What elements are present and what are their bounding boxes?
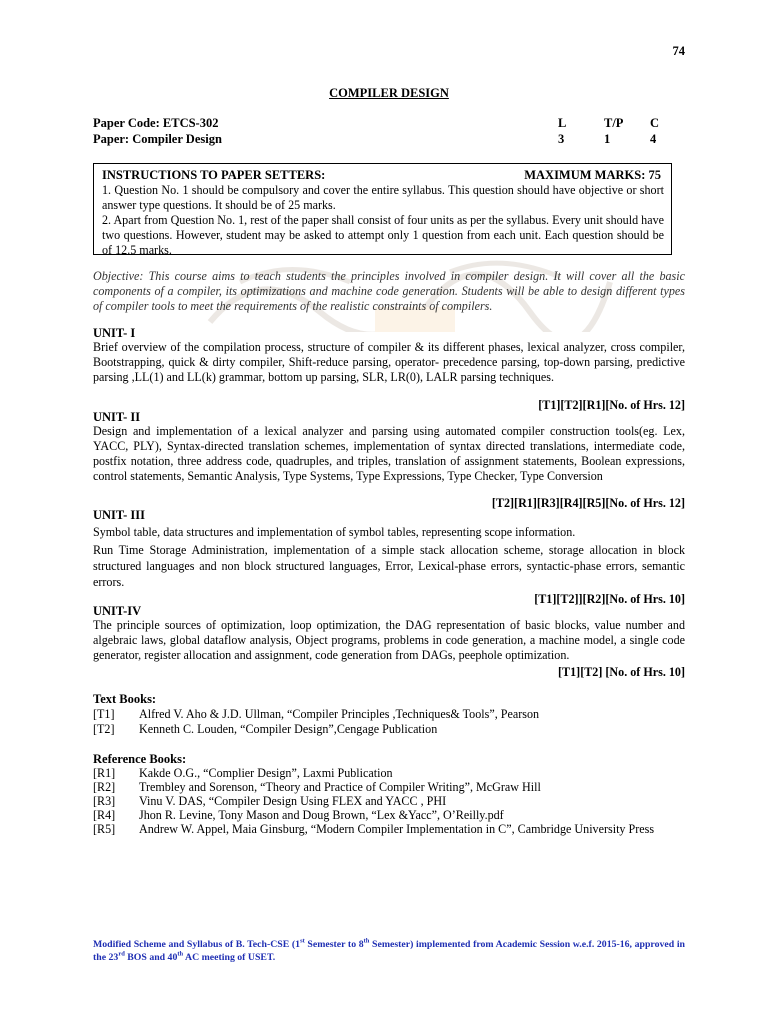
footer-note (93, 938, 685, 964)
paper-name-label: Paper: Compiler Design (93, 132, 222, 146)
maximum-marks: MAXIMUM MARKS: 75 (524, 168, 661, 182)
footer-text: Modified Scheme and Syllabus of B. Tech-CSE (1 (93, 939, 301, 950)
unit-4-refs: [T1][T2] [No. of Hrs. 10] (558, 665, 685, 679)
footer-text: BOS and 40 (124, 952, 178, 963)
unit-1-refs: [T1][T2][R1][No. of Hrs. 12] (538, 398, 685, 412)
footer-superscript: st (300, 937, 305, 945)
footer-superscript: rd (118, 950, 125, 958)
instruction-point-1: 1. Question No. 1 should be compulsory and cover the entire syllabus. This question should have objective or short answer type questions. It should be of 25 marks. (102, 183, 664, 212)
paper-name-row (93, 132, 685, 148)
text-book-key: [T2] (93, 722, 115, 736)
reference-book-row (93, 808, 685, 823)
reference-books-heading: Reference Books: (93, 752, 187, 766)
reference-book-row (93, 822, 685, 852)
credit-header-c: C (650, 116, 660, 130)
text-book-entry: Alfred V. Aho & J.D. Ullman, “Compiler Principles ,Techniques& Tools”, Pearson (139, 707, 540, 721)
objective-paragraph (93, 269, 685, 314)
footer-superscript: th (363, 937, 370, 945)
unit-2-body: Design and implementation of a lexical analyzer and parsing using automated compiler construction tools(eg. Lex, YACC, PLY), Syntax-directed translation schemes, implementation of syntax directed translations, intermediate code, postfix notation, three address code, quadruples, and triples, translation of assignment statements, Boolean expressions, control statements, Semantic Analysis, Type Systems, Type Expressions, Type Checker, Type Conversion (93, 424, 685, 483)
unit-4-title: UNIT-IV (93, 604, 142, 618)
unit-3-refs: [T1][T2]][R2][No. of Hrs. 10] (534, 592, 685, 606)
reference-book-key: [R1] (93, 766, 116, 780)
unit-3-body-2: Run Time Storage Administration, implementation of a simple stack allocation scheme, storage allocation in block structured languages and non block structured languages, Error, Lexical-phase errors, syntactic-phase errors, semantic errors. (93, 543, 685, 589)
instruction-point-2: 2. Apart from Question No. 1, rest of the paper shall consist of four units as per the syllabus. Every unit should have two questions. However, student may be asked to attempt only 1 question from each unit. Each question should be of 12.5 marks. (102, 213, 664, 257)
footer-text: Semester to 8 (304, 939, 364, 950)
credit-header-tp: T/P (604, 116, 624, 130)
reference-book-entry: Jhon R. Levine, Tony Mason and Doug Brown, “Lex &Yacc”, O’Reilly.pdf (139, 808, 504, 822)
unit-1-title: UNIT- I (93, 326, 136, 340)
unit-2-refs: [T2][R1][R3][R4][R5][No. of Hrs. 12] (491, 496, 685, 510)
paper-code-label: Paper Code: ETCS-302 (93, 116, 219, 130)
text-book-key: [T1] (93, 707, 115, 721)
instructions-header (102, 168, 671, 183)
paper-code-row (93, 116, 685, 132)
credit-value-l: 3 (558, 132, 565, 146)
credit-header-l: L (558, 116, 567, 130)
reference-book-key: [R5] (93, 822, 116, 836)
unit-3-title: UNIT- III (93, 508, 145, 522)
footer-text: Semester) implemented from Academic Session w.e.f. 2015-16, approved in the 23 (93, 939, 686, 963)
reference-book-entry: Andrew W. Appel, Maia Ginsburg, “Modern Compiler Implementation in C”, Cambridge University Press (139, 822, 655, 836)
reference-book-row (93, 794, 685, 809)
reference-book-row (93, 766, 685, 781)
unit-3-body: Symbol table, data structures and implementation of symbol tables, representing scope information. (93, 525, 576, 539)
course-title: COMPILER DESIGN (329, 86, 449, 100)
unit-1-body: Brief overview of the compilation process, structure of compiler & its different phases, lexical analyzer, cross compiler, Bootstrapping, quick & dirty compiler, Shift-reduce parsing, operator- precedence parsing, top-down parsing, predictive parsing ,LL(1) and LL(k) grammar, bottom up parsing, SLR, LR(0), LALR parsing techniques. (93, 340, 685, 384)
footer-superscript: th (177, 950, 184, 958)
unit-2-title: UNIT- II (93, 410, 141, 424)
credit-value-tp: 1 (604, 132, 611, 146)
text-book-row (93, 722, 685, 737)
text-books-heading: Text Books: (93, 692, 157, 706)
text-book-row (93, 707, 685, 722)
reference-book-key: [R3] (93, 794, 116, 808)
reference-book-key: [R2] (93, 780, 116, 794)
page-number: 74 (672, 44, 685, 58)
reference-book-key: [R4] (93, 808, 116, 822)
text-book-entry: Kenneth C. Louden, “Compiler Design”,Cengage Publication (139, 722, 438, 736)
credit-value-c: 4 (650, 132, 657, 146)
reference-book-entry: Vinu V. DAS, “Compiler Design Using FLEX and YACC , PHI (139, 794, 447, 808)
objective-text: This course aims to teach students the principles involved in compiler design. It will cover all the basic components of a compiler, its optimizations and machine code generation. Students will be able to design different types of compiler tools to meet the requirements of the realistic constraints of compilers. (93, 269, 685, 313)
reference-book-entry: Kakde O.G., “Complier Design”, Laxmi Publication (139, 766, 393, 780)
footer-text: AC meeting of USET. (183, 952, 276, 963)
objective-label: Objective: (93, 269, 144, 283)
unit-4-body: The principle sources of optimization, loop optimization, the DAG representation of basic blocks, value number and algebraic laws, global dataflow analysis, Object programs, problems in code generation, a machine model, a single code generator, register allocation and assignment, code generation from DAGs, peephole optimization. (93, 618, 685, 662)
reference-book-entry: Trembley and Sorenson, “Theory and Practice of Compiler Writing”, McGraw Hill (139, 780, 541, 794)
instructions-box (93, 163, 672, 255)
reference-book-row (93, 780, 685, 795)
instructions-heading: INSTRUCTIONS TO PAPER SETTERS: (102, 168, 326, 182)
